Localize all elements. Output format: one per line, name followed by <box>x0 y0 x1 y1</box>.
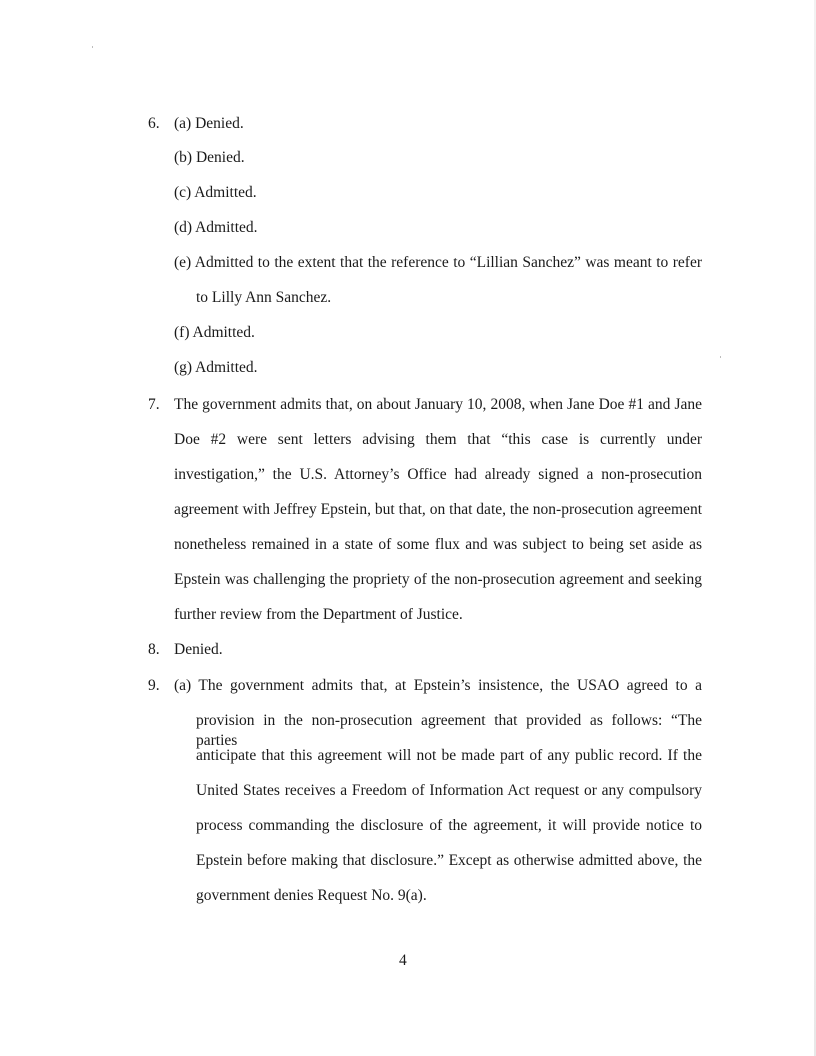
item-7-line-5: nonetheless remained in a state of some flux and was subject to being set aside as <box>174 536 702 553</box>
item-6c: (c) Admitted. <box>174 184 257 201</box>
item-7-number: 7. <box>148 396 160 413</box>
item-9-number: 9. <box>148 677 160 694</box>
item-6a: (a) Denied. <box>174 115 244 132</box>
item-9a-line-1: (a) The government admits that, at Epstein’s insistence, the USAO agreed to a <box>174 677 702 694</box>
item-7-line-4: agreement with Jeffrey Epstein, but that, on that date, the non-prosecution agreement <box>174 501 702 518</box>
item-9a-line-7: government denies Request No. 9(a). <box>196 887 427 904</box>
item-9a-line-4: United States receives a Freedom of Information Act request or any compulsory <box>196 782 702 799</box>
item-6b: (b) Denied. <box>174 149 245 166</box>
item-9a-line-5: process commanding the disclosure of the agreement, it will provide notice to <box>196 817 702 834</box>
item-6g: (g) Admitted. <box>174 359 258 376</box>
item-7-line-6: Epstein was challenging the propriety of the non-prosecution agreement and seeking <box>174 571 702 588</box>
scan-speck <box>92 46 93 48</box>
page-number: 4 <box>399 952 407 969</box>
item-7-line-7: further review from the Department of Justice. <box>174 606 463 623</box>
item-7-line-2: Doe #2 were sent letters advising them that “this case is currently under <box>174 431 702 448</box>
item-9a-line-6: Epstein before making that disclosure.” Except as otherwise admitted above, the <box>196 852 702 869</box>
item-9a-line-3: anticipate that this agreement will not be made part of any public record. If the <box>196 747 702 764</box>
item-7-line-1: The government admits that, on about January 10, 2008, when Jane Doe #1 and Jane <box>174 396 702 413</box>
item-6d: (d) Admitted. <box>174 219 258 236</box>
item-9a-line-2: provision in the non-prosecution agreement that provided as follows: “The parties <box>196 712 702 749</box>
item-7-line-3: investigation,” the U.S. Attorney’s Office had already signed a non-prosecution <box>174 466 702 483</box>
item-6-number: 6. <box>148 115 160 132</box>
item-8-text: Denied. <box>174 641 223 658</box>
item-6f: (f) Admitted. <box>174 324 255 341</box>
item-6e-line-2: to Lilly Ann Sanchez. <box>196 289 332 306</box>
item-8-number: 8. <box>148 641 160 658</box>
item-6e-line-1: (e) Admitted to the extent that the reference to “Lillian Sanchez” was meant to refer <box>174 254 702 271</box>
scan-speck <box>720 356 721 358</box>
